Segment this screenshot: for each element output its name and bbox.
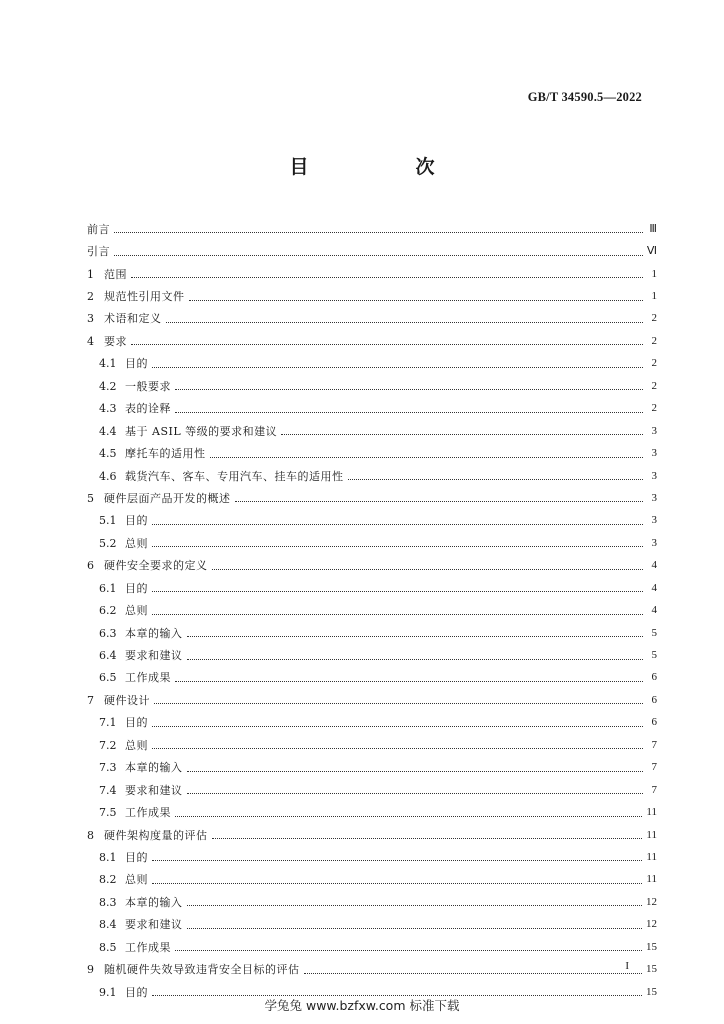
dot-leader [152,725,643,727]
toc-entry-page: 2 [651,402,657,415]
toc-entry-label: 工作成果 [125,806,171,820]
toc-entry-label: 总则 [125,873,148,887]
toc-entry-number: 8.2 [99,873,117,887]
toc-entry[interactable] [87,218,657,240]
dot-leader [175,411,643,413]
dot-leader [152,366,643,368]
toc-entry-page: 11 [646,873,657,886]
toc-entry-number: 4.1 [99,357,117,371]
page-title: 目 次 [289,156,479,178]
table-of-contents [87,218,657,1003]
toc-entry-page: 3 [651,447,657,460]
toc-entry[interactable] [87,420,657,442]
toc-entry-page: 11 [646,850,657,863]
toc-entry[interactable] [87,779,657,801]
toc-entry-label: 总则 [125,536,148,550]
dot-leader [152,882,642,884]
toc-entry-page: 3 [651,424,657,437]
toc-entry-number: 4.2 [99,379,117,393]
toc-entry-page: 2 [651,334,657,347]
toc-entry-label: 一般要求 [125,379,171,393]
dot-leader [152,613,643,615]
toc-entry-number: 8.5 [99,940,117,954]
toc-entry-number: 5.1 [99,514,117,528]
toc-entry-number: 6.4 [99,649,117,663]
toc-entry-number: 2 [87,290,94,304]
toc-entry-label: 范围 [104,267,127,281]
toc-entry-label: 硬件安全要求的定义 [104,559,208,573]
toc-entry-label: 工作成果 [125,940,171,954]
dot-leader [187,904,643,906]
dot-leader [131,276,643,278]
toc-entry-number: 5.2 [99,536,117,550]
toc-entry-page: 6 [651,716,657,729]
toc-entry-page: 6 [651,671,657,684]
toc-entry-page: 15 [646,963,657,976]
toc-entry[interactable] [87,487,657,509]
toc-entry[interactable] [87,577,657,599]
toc-entry-page: 7 [651,783,657,796]
dot-leader [175,680,643,682]
toc-entry-page: 15 [646,985,657,998]
toc-entry-label: 硬件设计 [104,693,150,707]
toc-entry-number: 6 [87,559,94,573]
dot-leader [281,433,643,435]
toc-entry-page: 3 [651,536,657,549]
dot-leader [152,590,643,592]
toc-entry-page: 3 [651,469,657,482]
toc-entry[interactable] [87,644,657,666]
toc-entry-label: 目的 [125,985,148,999]
toc-entry-number: 7.5 [99,806,117,820]
toc-entry-label: 规范性引用文件 [104,290,185,304]
toc-entry-page: 11 [646,828,657,841]
toc-entry-page: 5 [651,626,657,639]
toc-entry-label: 要求和建议 [125,783,183,797]
toc-entry-label: 本章的输入 [125,895,183,909]
toc-entry[interactable] [87,689,657,711]
toc-entry-page: Ⅵ [646,245,657,258]
dot-leader [152,747,643,749]
page-number: I [625,960,629,972]
toc-entry-number: 7.2 [99,738,117,752]
toc-entry[interactable] [87,891,657,913]
dot-leader [152,523,643,525]
dot-leader [212,837,643,839]
dot-leader [166,321,644,323]
toc-entry-number: 7.1 [99,716,117,730]
toc-entry[interactable] [87,465,657,487]
toc-entry-page: 7 [651,738,657,751]
toc-entry-label: 随机硬件失效导致违背安全目标的评估 [104,963,300,977]
toc-entry[interactable] [87,824,657,846]
dot-leader [175,815,642,817]
toc-entry-label: 目的 [125,357,148,371]
dot-leader [348,478,644,480]
toc-entry-page: 1 [651,290,657,303]
dot-leader [152,859,642,861]
toc-entry[interactable] [87,599,657,621]
toc-entry-page: 4 [651,559,657,572]
toc-entry-label: 基于 ASIL 等级的要求和建议 [125,424,278,438]
toc-entry-number: 4.6 [99,469,117,483]
dot-leader [114,254,643,256]
toc-entry-page: 1 [651,267,657,280]
toc-entry-page: 2 [651,379,657,392]
dot-leader [154,702,643,704]
toc-entry-number: 4.5 [99,447,117,461]
toc-entry-label: 本章的输入 [125,626,183,640]
toc-entry[interactable] [87,734,657,756]
toc-entry-page: 12 [646,895,657,908]
toc-entry-label: 本章的输入 [125,761,183,775]
toc-entry-number: 7.3 [99,761,117,775]
toc-entry-number: 4.3 [99,402,117,416]
toc-entry-label: 要求 [104,334,127,348]
toc-entry[interactable] [87,398,657,420]
toc-entry-number: 6.5 [99,671,117,685]
toc-entry-page: 4 [651,604,657,617]
toc-entry-page: 3 [651,514,657,527]
toc-entry-label: 载货汽车、客车、专用汽车、挂车的适用性 [125,469,344,483]
toc-entry-label: 表的诠释 [125,402,171,416]
toc-entry[interactable] [87,510,657,532]
toc-entry-number: 7 [87,693,94,707]
toc-entry-number: 1 [87,267,94,281]
dot-leader [212,568,644,570]
toc-entry[interactable] [87,285,657,307]
toc-entry[interactable] [87,555,657,577]
dot-leader [187,770,644,772]
toc-entry-number: 7.4 [99,783,117,797]
toc-entry-label: 总则 [125,604,148,618]
toc-entry[interactable] [87,240,657,262]
dot-leader [187,792,644,794]
toc-entry-label: 摩托车的适用性 [125,447,206,461]
dot-leader [235,500,644,502]
toc-entry-label: 目的 [125,716,148,730]
toc-entry[interactable] [87,846,657,868]
toc-entry[interactable] [87,869,657,891]
dot-leader [175,388,643,390]
dot-leader [175,949,642,951]
toc-entry[interactable] [87,442,657,464]
toc-entry-page: Ⅲ [649,222,657,235]
watermark: 学兔兔 www.bzfxw.com 标准下载 [264,998,460,1013]
toc-entry[interactable] [87,914,657,936]
toc-entry[interactable] [87,958,657,980]
toc-entry-number: 6.3 [99,626,117,640]
toc-entry-label: 工作成果 [125,671,171,685]
dot-leader [131,343,643,345]
dot-leader [152,545,643,547]
toc-entry[interactable] [87,375,657,397]
toc-entry-number: 6.2 [99,604,117,618]
toc-entry[interactable] [87,757,657,779]
toc-entry-number: 9.1 [99,985,117,999]
toc-entry-label: 目的 [125,514,148,528]
standard-code: GB/T 34590.5—2022 [527,90,642,104]
toc-entry[interactable] [87,308,657,330]
toc-entry-label: 引言 [87,245,110,259]
toc-entry-number: 8 [87,828,94,842]
toc-entry-number: 4.4 [99,424,117,438]
toc-entry[interactable] [87,330,657,352]
toc-entry-number: 5 [87,491,94,505]
toc-entry-label: 总则 [125,738,148,752]
dot-leader [187,635,644,637]
toc-entry-number: 8.1 [99,850,117,864]
dot-leader [210,456,644,458]
dot-leader [189,299,644,301]
toc-entry-page: 7 [651,761,657,774]
toc-entry-number: 6.1 [99,581,117,595]
toc-entry[interactable] [87,263,657,285]
toc-entry-page: 3 [651,491,657,504]
toc-entry-page: 5 [651,649,657,662]
toc-entry-label: 硬件层面产品开发的概述 [104,491,231,505]
toc-entry-number: 8.4 [99,918,117,932]
toc-entry-page: 2 [651,357,657,370]
toc-entry-number: 4 [87,334,94,348]
toc-entry-label: 术语和定义 [104,312,162,326]
toc-entry-number: 8.3 [99,895,117,909]
toc-entry-label: 前言 [87,222,110,236]
toc-entry-label: 要求和建议 [125,918,183,932]
dot-leader [304,972,643,974]
toc-entry[interactable] [87,353,657,375]
dot-leader [187,927,643,929]
toc-entry-label: 目的 [125,850,148,864]
toc-entry-number: 9 [87,963,94,977]
toc-entry-label: 要求和建议 [125,649,183,663]
toc-entry-page: 11 [646,806,657,819]
toc-entry-page: 12 [646,918,657,931]
toc-entry-number: 3 [87,312,94,326]
toc-entry[interactable] [87,936,657,958]
dot-leader [187,658,644,660]
toc-entry[interactable] [87,712,657,734]
dot-leader [114,231,643,233]
toc-entry[interactable] [87,667,657,689]
toc-entry-label: 硬件架构度量的评估 [104,828,208,842]
toc-entry[interactable] [87,532,657,554]
toc-entry-page: 15 [646,940,657,953]
toc-entry-label: 目的 [125,581,148,595]
toc-entry-page: 4 [651,581,657,594]
toc-entry[interactable] [87,622,657,644]
toc-entry-page: 2 [651,312,657,325]
toc-entry-page: 6 [651,693,657,706]
toc-entry[interactable] [87,801,657,823]
